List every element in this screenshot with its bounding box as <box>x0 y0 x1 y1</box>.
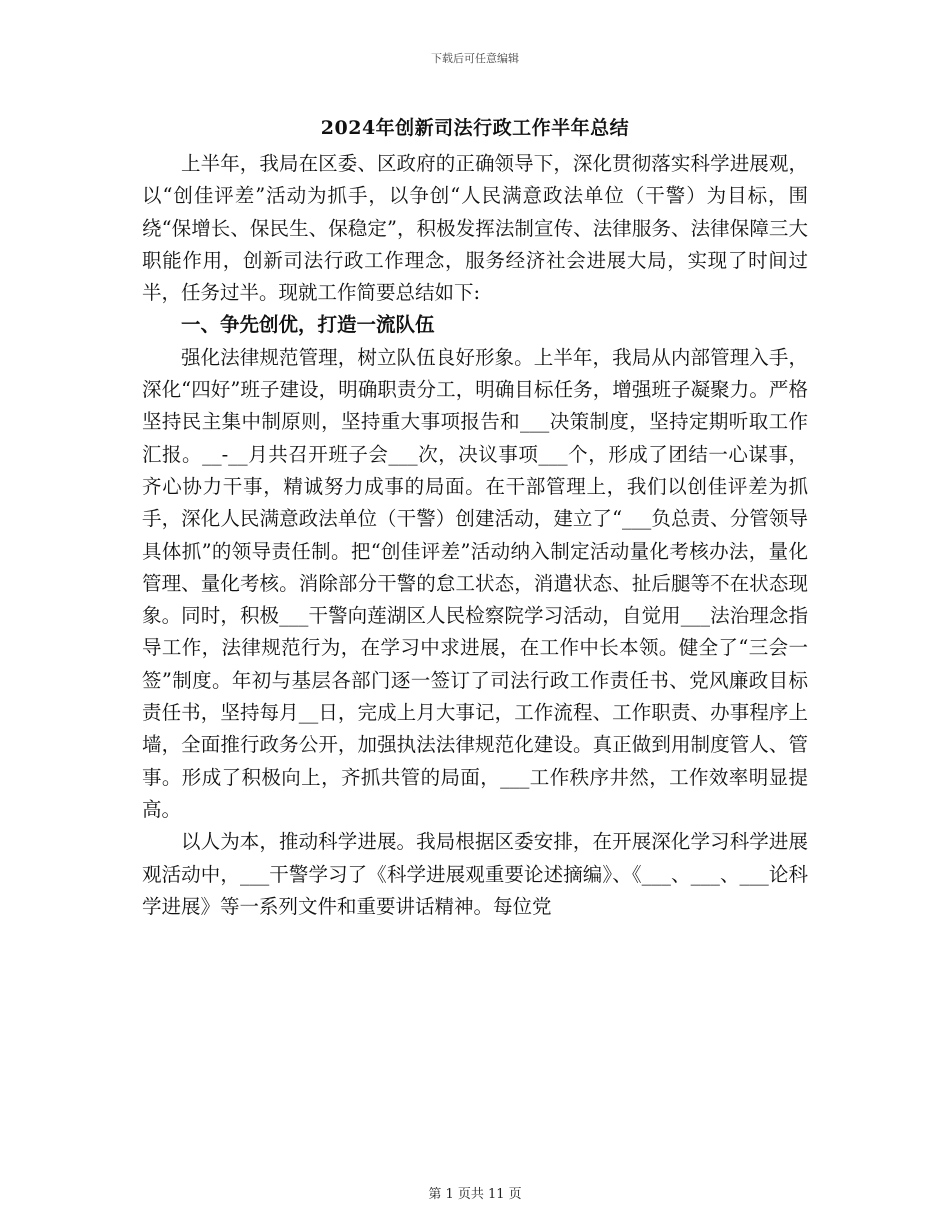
document-title: 2024年创新司法行政工作半年总结 <box>320 117 630 139</box>
body-paragraph-1: 强化法律规范管理，树立队伍良好形象。上半年，我局从内部管理入手，深化“四好”班子建设，明确职责分工，明确目标任务，增强班子凝聚力。严格坚持民主集中制原则，坚持重大事项报告和___决策制度，坚持定期听取工作汇报。__-__月共召开班子会___次，决议事项___个，形成了团结一心谋事，齐心协力干事，精诚努力成事的局面。在干部管理上，我们以创佳评差为抓手，深化人民满意政法单位（干警）创建活动，建立了“___负总责、分管领导具体抓”的领导责任制。把“创佳评差”活动纳入制定活动量化考核办法，量化管理、量化考核。消除部分干警的怠工状态，消遣状态、扯后腿等不在状态现象。同时，积极___干警向莲湖区人民检察院学习活动，自觉用___法治理念指导工作，法律规范行为，在学习中求进展，在工作中长本领。健全了“三会一签”制度。年初与基层各部门逐一签订了司法行政工作责任书、党风廉政目标责任书，坚持每月__日，完成上月大事记，工作流程、工作职责、办事程序上墙，全面推行政务公开，加强执法法律规范化建设。真正做到用制度管人、管事。形成了积极向上，齐抓共管的局面，___工作秩序井然，工作效率明显提高。 <box>142 345 808 821</box>
intro-paragraph: 上半年，我局在区委、区政府的正确领导下，深化贯彻落实科学进展观，以“创佳评差”活动为抓手，以争创“人民满意政法单位（干警）为目标，围绕“保增长、保民生、保稳定”，积极发挥法制宣传、法律服务、法律保障三大职能作用，创新司法行政工作理念，服务经济社会进展大局，实现了时间过半，任务过半。现就工作简要总结如下: <box>142 152 808 305</box>
page-footer-indicator: 第 1 页共 11 页 <box>428 1187 522 1202</box>
page-header-note: 下载后可任意编辑 <box>431 52 519 65</box>
document-body <box>142 148 808 923</box>
body-paragraph-2: 以人为本，推动科学进展。我局根据区委安排，在开展深化学习科学进展观活动中，___干警学习了《科学进展观重要论述摘编》、《___、___、___论科学进展》等一系列文件和重要讲话精神。每位党 <box>142 830 808 918</box>
section-heading-1: 一、争先创优，打造一流队伍 <box>181 313 435 337</box>
